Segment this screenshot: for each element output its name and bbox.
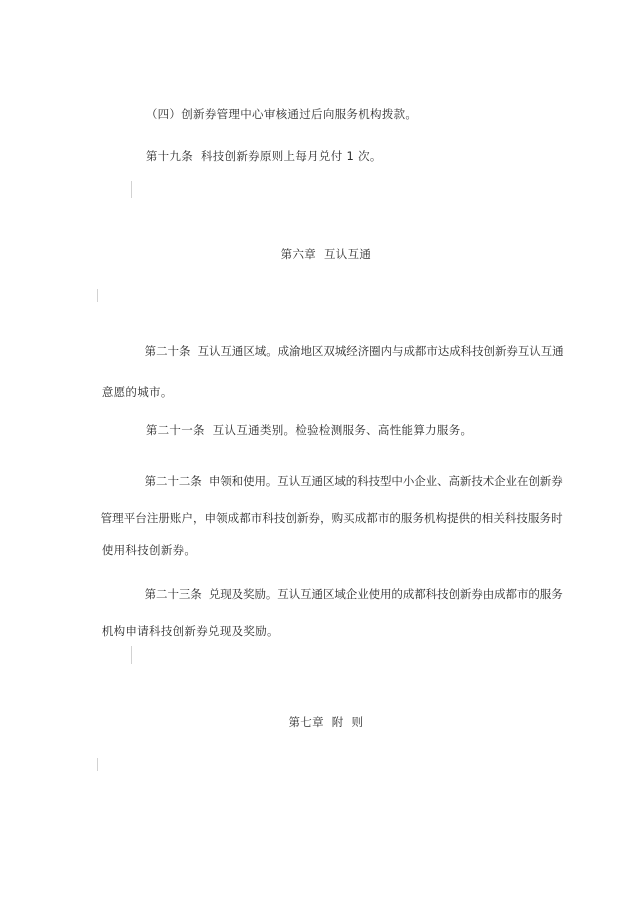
article-23-text-2: 机构申请科技创新券兑现及奖励。	[101, 624, 279, 638]
chapter-6-heading-text: 第六章 互认互通	[280, 247, 372, 261]
article-23-line-1	[130, 573, 563, 615]
article-22-text-1: 第二十二条 申领和使用。互认互通区域的科技型中小企业、高新技术企业在创新券	[144, 474, 563, 488]
article-21-text-1: 第二十一条 互认互通类别。检验检测服务、高性能算力服务。	[145, 423, 473, 437]
article-22-line-1	[130, 460, 563, 502]
article-22-line-3	[86, 529, 196, 571]
article-21-line-1	[130, 409, 472, 451]
article-20-text-1: 第二十条 互认互通区域。成渝地区双城经济圈内与成都市达成科技创新券互认互通	[144, 344, 564, 358]
scan-mark	[97, 758, 98, 771]
chapter-7-heading-text: 第七章 附 则	[288, 715, 364, 729]
article-23-text-1: 第二十三条 兑现及奖励。互认互通区域企业使用的成都科技创新券由成都市的服务	[144, 587, 563, 601]
scan-mark	[131, 646, 132, 664]
chapter-6-heading	[0, 233, 636, 275]
article-20-text-2: 意愿的城市。	[101, 385, 173, 399]
scan-mark	[97, 289, 98, 302]
item-4-text: （四）创新券管理中心审核通过后向服务机构拨款。	[145, 107, 418, 121]
article-19-paragraph	[130, 135, 382, 177]
item-4-paragraph	[130, 93, 417, 135]
article-19-text: 第十九条 科技创新券原则上每月兑付 1 次。	[145, 149, 382, 163]
article-22-text-2: 管理平台注册账户，申领成都市科技创新券，购买成都市的服务机构提供的相关科技服务时	[100, 511, 563, 525]
article-20-line-1	[130, 330, 564, 372]
article-20-line-2	[86, 371, 173, 413]
article-23-line-2	[86, 610, 279, 652]
chapter-7-heading	[0, 701, 636, 743]
article-22-text-3: 使用科技创新券。	[101, 543, 197, 557]
scan-mark	[131, 181, 132, 198]
